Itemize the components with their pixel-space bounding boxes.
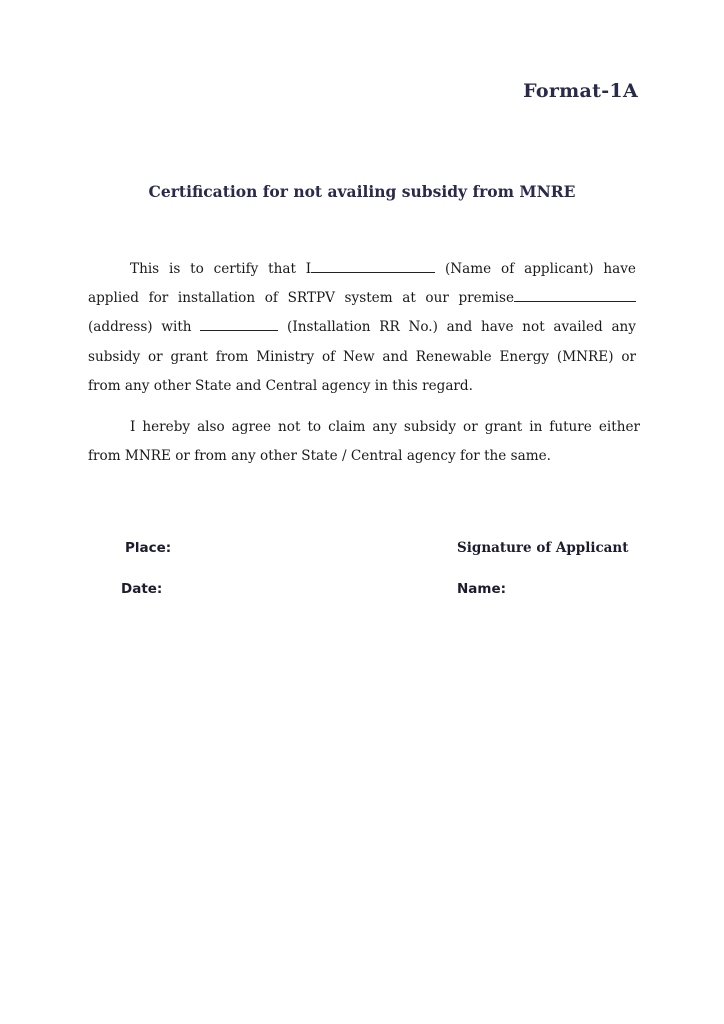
installation-rr-blank [200,316,278,331]
agreement-text: I hereby also agree not to claim any subsidy or grant in future either [130,419,640,435]
name-of-applicant-text: (Name of applicant) have [444,261,636,277]
premise-text: applied for installation of SRTPV system at our premise [88,290,514,307]
paragraph-line: from any other State and Central agency in this regard. [88,377,473,394]
installation-rr-text: (Installation RR No.) and have not availed any [287,319,636,336]
signature-label: Signature of Applicant [457,540,629,556]
date-label: Date: [121,581,163,597]
address-blank [514,287,636,302]
address-with-text: (address) with [88,319,192,336]
paragraph-line [88,413,640,442]
paragraph-line: subsidy or grant from Ministry of New and Renewable Energy (MNRE) or [88,348,636,365]
agreement-paragraph [88,413,640,471]
name-label: Name: [457,581,507,597]
document-title [0,182,724,201]
certify-text: This is to certify that I [130,261,312,277]
format-label: Format-1A [523,80,638,102]
document-title-text: Certification for not availing subsidy from MNRE [148,182,576,201]
place-label: Place: [125,540,172,556]
applicant-name-blank [311,258,435,273]
paragraph-line [88,313,636,342]
paragraph-line [88,255,636,284]
paragraph-line [88,284,636,313]
certification-paragraph [88,255,636,401]
paragraph-line: from MNRE or from any other State / Central agency for the same. [88,448,551,465]
